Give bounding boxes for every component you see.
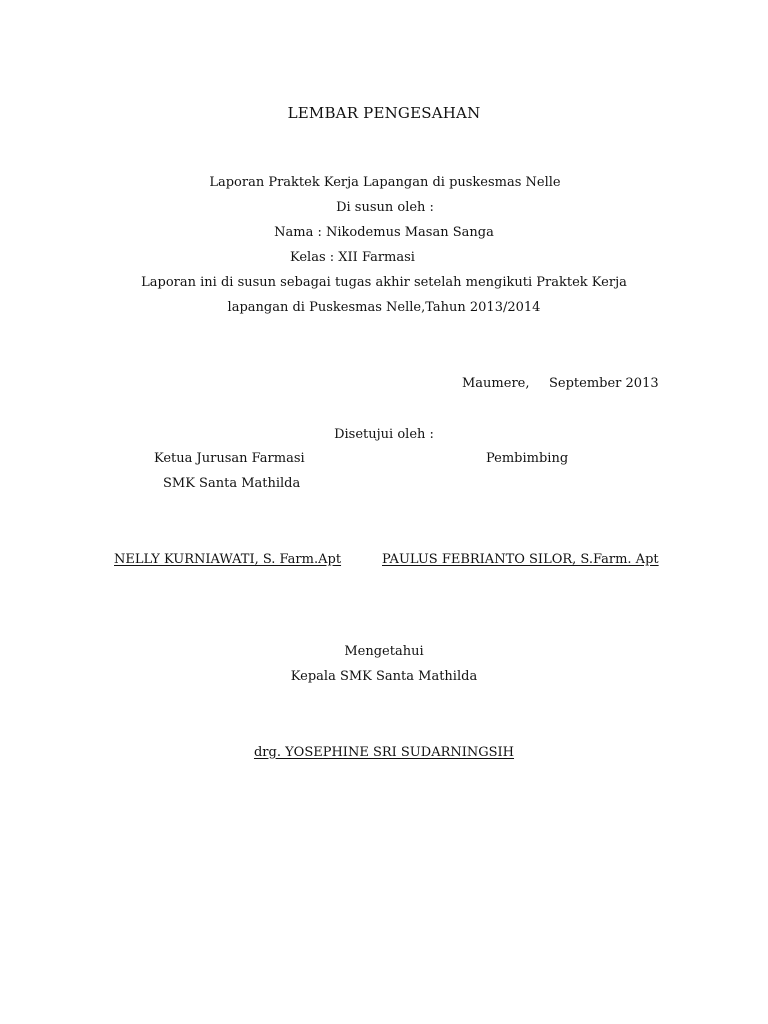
right-role: Pembimbing [486, 451, 569, 466]
right-signatory-name: PAULUS FEBRIANTO SILOR, S.Farm. Apt [382, 552, 659, 567]
left-role-line-2: SMK Santa Mathilda [163, 476, 301, 491]
left-role-line-1: Ketua Jurusan Farmasi [154, 451, 305, 466]
purpose-line-2: lapangan di Puskesmas Nelle,Tahun 2013/2014 [227, 300, 541, 315]
compiled-by-line: Di susun oleh : [336, 200, 434, 215]
class-line: Kelas : XII Farmasi [290, 250, 415, 265]
report-line: Laporan Praktek Kerja Lapangan di puskesmas Nelle [209, 175, 561, 190]
date-label: September 2013 [549, 376, 659, 391]
name-line: Nama : Nikodemus Masan Sanga [274, 225, 494, 240]
place-label: Maumere, [462, 376, 530, 391]
page-title: LEMBAR PENGESAHAN [287, 104, 481, 122]
acknowledgement-label: Mengetahui [344, 644, 424, 659]
approved-by-label: Disetujui oleh : [334, 427, 434, 442]
purpose-line-1: Laporan ini di susun sebagai tugas akhir setelah mengikuti Praktek Kerja [141, 275, 627, 290]
acknowledgement-role: Kepala SMK Santa Mathilda [290, 669, 478, 684]
principal-signatory-name: drg. YOSEPHINE SRI SUDARNINGSIH [253, 745, 515, 760]
left-signatory-name: NELLY KURNIAWATI, S. Farm.Apt [114, 552, 342, 567]
